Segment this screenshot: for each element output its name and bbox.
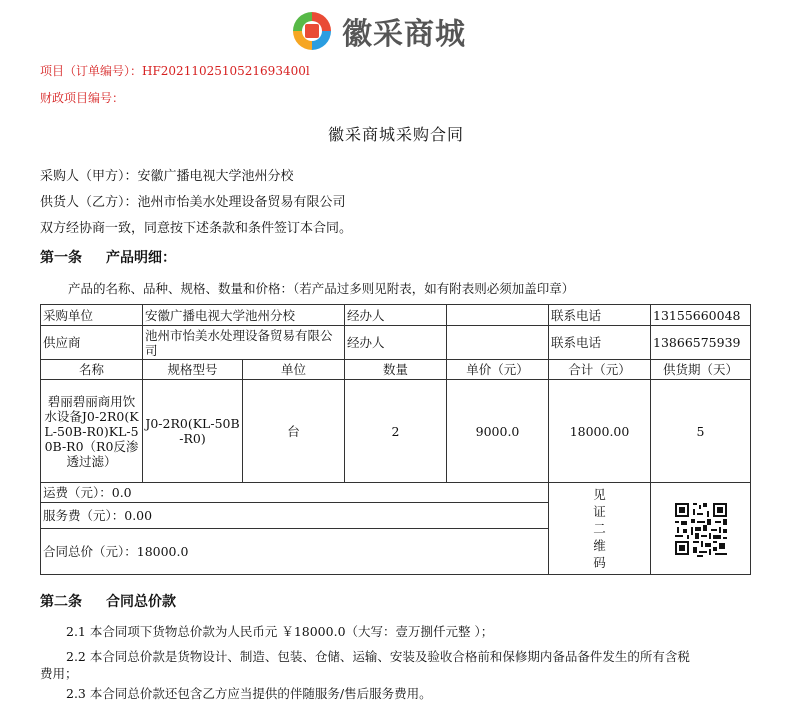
supplier-phone-label: 联系电话 <box>549 326 651 360</box>
product-table <box>40 304 751 575</box>
witness-char: 证 <box>593 504 606 519</box>
supplier-value: 池州市怡美水处理设备贸易有限公司 <box>143 326 345 360</box>
witness-char: 维 <box>593 538 606 553</box>
finance-project-number: 财政项目编号： <box>40 91 125 105</box>
header-delivery-days: 供货期（天） <box>651 360 751 380</box>
article-1-description: 产品的名称、品种、规格、数量和价格：（若产品过多则见附表，如有附表则必须加盖印章） <box>68 281 575 296</box>
supplier-handler-value <box>447 326 549 360</box>
product-quantity: 2 <box>345 380 447 483</box>
contract-total-price: 合同总价（元）：18000.0 <box>41 529 549 575</box>
buyer-handler-label: 经办人 <box>345 305 447 326</box>
header-unit-price: 单价（元） <box>447 360 549 380</box>
product-name: 碧丽碧丽商用饮水设备J0-2R0(KL-50B-R0)KL-50B-R0（R0反渗透过滤） <box>41 380 143 483</box>
supplier-handler-label: 经办人 <box>345 326 447 360</box>
product-unit-price: 9000.0 <box>447 380 549 483</box>
clause-2-3: 2.3 本合同总价款还包含乙方应当提供的伴随服务/售后服务费用。 <box>66 686 432 701</box>
table-row <box>41 380 751 483</box>
article-1-name: 产品明细： <box>106 250 176 266</box>
witness-char: 见 <box>593 487 606 502</box>
article-2-number: 第二条 <box>40 594 82 610</box>
header-model: 规格型号 <box>143 360 243 380</box>
site-logo <box>290 8 466 54</box>
freight-fee: 运费（元）：0.0 <box>41 483 549 503</box>
supplier-phone-value: 13866575939 <box>651 326 751 360</box>
clause-2-2-continued: 费用； <box>40 666 78 681</box>
header-name: 名称 <box>41 360 143 380</box>
buyer-unit-value: 安徽广播电视大学池州分校 <box>143 305 345 326</box>
product-total: 18000.00 <box>549 380 651 483</box>
article-1-number: 第一条 <box>40 250 82 266</box>
header-quantity: 数量 <box>345 360 447 380</box>
buyer-phone-label: 联系电话 <box>549 305 651 326</box>
witness-char: 码 <box>593 555 606 570</box>
huicai-logo-icon <box>290 9 334 53</box>
header-unit: 单位 <box>243 360 345 380</box>
contract-title: 徽采商城采购合同 <box>327 125 464 144</box>
clause-2-2: 2.2 本合同总价款是货物设计、制造、包装、仓储、运输、安装及验收合格前和保修期内备品备件发生的所有含税 <box>66 649 690 664</box>
header-total: 合计（元） <box>549 360 651 380</box>
logo-text: 徽采商城 <box>342 17 466 52</box>
clause-2-1: 2.1 本合同项下货物总价款为人民币元 ￥18000.0（大写：壹万捌仟元整 ）； <box>66 624 494 639</box>
buyer-party: 采购人（甲方）：安徽广播电视大学池州分校 <box>40 169 294 184</box>
project-order-number: 项目（订单编号）：HF2021102510521693400l <box>40 64 310 78</box>
buyer-handler-value <box>447 305 549 326</box>
product-model: J0-2R0(KL-50B-R0) <box>143 380 243 483</box>
witness-qr-cell <box>651 483 751 575</box>
witness-qr-label <box>549 483 651 575</box>
article-2-heading <box>40 591 176 611</box>
article-1-heading <box>40 247 176 267</box>
agreement-intro: 双方经协商一致，同意按下述条款和条件签订本合同。 <box>40 221 353 236</box>
buyer-phone-value: 13155660048 <box>651 305 751 326</box>
buyer-unit-label: 采购单位 <box>41 305 143 326</box>
product-delivery-days: 5 <box>651 380 751 483</box>
article-2-name: 合同总价款 <box>106 594 176 610</box>
qr-code-icon[interactable] <box>673 501 729 557</box>
witness-char: 二 <box>593 521 606 536</box>
product-unit: 台 <box>243 380 345 483</box>
supplier-party: 供货人（乙方）：池州市怡美水处理设备贸易有限公司 <box>40 195 346 210</box>
supplier-label: 供应商 <box>41 326 143 360</box>
service-fee: 服务费（元）：0.00 <box>41 503 549 529</box>
